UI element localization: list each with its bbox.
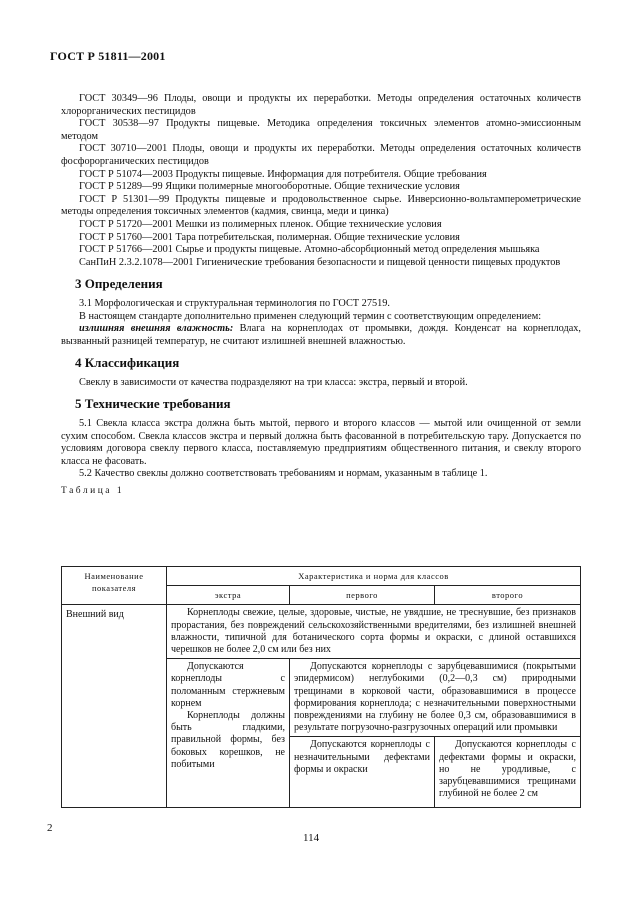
extra-shape-text: Корнеплоды должны быть гладкими, правильной формы, без боковых корешков, не побитыми xyxy=(171,710,285,770)
definition-text: Влага на корнеплодах от промывки, дождя. Конденсат на корнеплодах, вызванный разницей температур, не считают излишней внешней влажностью. xyxy=(61,323,581,347)
reference-item: ГОСТ Р 51301—99 Продукты пищевые и продовольственное сырье. Инверсионно-вольтамперометрические методы определения токсичных элементов (кадмия, свинца, меди и цинка) xyxy=(61,193,581,218)
sheet-number: 2 xyxy=(47,822,53,834)
section-3-paragraph: В настоящем стандарте дополнительно применен следующий термин с соответствующим определением: xyxy=(79,310,542,322)
reference-item: ГОСТ 30710—2001 Плоды, овощи и продукты их переработки. Методы определения остаточных количеств фосфорорганических пестицидов xyxy=(61,143,581,167)
first-defects-text: Допускаются корнеплоды с незначительными дефектами формы и окраски xyxy=(294,739,430,775)
header-class-extra: экстра xyxy=(167,586,290,605)
header-class-first: первого xyxy=(290,586,435,605)
reference-item: ГОСТ Р 51289—99 Ящики полимерные многооборотные. Общие технические условия xyxy=(79,181,460,193)
section-3-heading: 3 Определения xyxy=(75,276,163,292)
cell-first-second xyxy=(290,659,581,737)
header-indicator-name: Наименование показателя xyxy=(62,567,167,605)
cell-first xyxy=(290,737,435,808)
header-class-group: Характеристика и норма для классов xyxy=(167,567,581,586)
section-4-heading: 4 Классификация xyxy=(75,355,180,371)
section-5-paragraph: 5.1 Свекла класса экстра должна быть мытой, первого и второго классов — мытой или очищенной от земли сухим способом. Свекла классов экстра и первый должна быть фасованной в потребительскую тару. Допускается по условиям договора свеклу первого класса, поставляемую предприятиям общественного питания, и свеклу второго класса не фасовать. xyxy=(61,418,581,467)
standard-header: ГОСТ Р 51811—2001 xyxy=(50,49,166,63)
section-5-paragraph: 5.2 Качество свеклы должно соответствовать требованиям и нормам, указанным в таблице 1. xyxy=(79,468,488,480)
section-3-paragraph: 3.1 Морфологическая и структуральная терминология по ГОСТ 27519. xyxy=(79,297,390,309)
first-second-text: Допускаются корнеплоды с зарубцевавшимися (покрытыми эпидермисом) неглубокими (0,2—0,3 см) природными трещинами в корковой части, образовавшимися в процессе формирования корнеплода; с незначительными поверхностными повреждениями на глубину не более 0,3 см, образовавшимися в результате погрузочно-разгрузочных операций или промывки xyxy=(294,661,576,734)
table-row xyxy=(62,605,581,659)
reference-item: ГОСТ 30349—96 Плоды, овощи и продукты их переработки. Методы определения остаточных количеств хлорорганических пестицидов xyxy=(61,93,581,117)
reference-item: ГОСТ Р 51074—2003 Продукты пищевые. Информация для потребителя. Общие требования xyxy=(79,168,487,180)
extra-allowed-text: Допускаются корнеплоды с поломанным стержневым корнем xyxy=(171,661,285,709)
reference-list xyxy=(61,93,581,269)
term: излишняя внешняя влажность: xyxy=(79,323,234,335)
section-4-paragraph: Свеклу в зависимости от качества подразделяют на три класса: экстра, первый и второй. xyxy=(79,376,468,388)
row-indicator-name: Внешний вид xyxy=(62,605,167,808)
reference-item: СанПиН 2.3.2.1078—2001 Гигиенические требования безопасности и пищевой ценности пищевых продуктов xyxy=(79,256,561,268)
reference-item: ГОСТ Р 51720—2001 Мешки из полимерных пленок. Общие технические условия xyxy=(79,218,442,230)
header-class-second: второго xyxy=(435,586,581,605)
document-body xyxy=(61,93,581,502)
second-defects-text: Допускаются корнеплоды с дефектами формы и окраски, но не уродливые, с зарубцевавшимися трещинами глубиной не более 2 см xyxy=(439,739,576,800)
page-number: 114 xyxy=(303,832,320,844)
cell-second xyxy=(435,737,581,808)
cell-extra xyxy=(167,659,290,808)
reference-item: ГОСТ Р 51766—2001 Сырье и продукты пищевые. Атомно-абсорбционный метод определения мышьяка xyxy=(79,244,540,256)
table-header-row xyxy=(62,567,581,586)
term-definition xyxy=(61,323,581,348)
reference-item: ГОСТ Р 51760—2001 Тара потребительская, полимерная. Общие технические условия xyxy=(79,231,460,243)
cell-all-classes xyxy=(167,605,581,659)
all-classes-text: Корнеплоды свежие, целые, здоровые, чистые, не увядшие, не треснувшие, без признаков прорастания, без повреждений сельскохозяйственными вредителями, без излишней внешней влажности, типичной для ботанического сорта формы и окраски, с длиной оставшихся черешков не более 2,0 см или без них xyxy=(171,607,576,656)
table-caption: Таблица 1 xyxy=(61,486,125,497)
section-5-heading: 5 Технические требования xyxy=(75,396,231,412)
reference-item: ГОСТ 30538—97 Продукты пищевые. Методика определения токсичных элементов атомно-эмиссионным методом xyxy=(61,118,581,142)
requirements-table xyxy=(61,566,581,808)
